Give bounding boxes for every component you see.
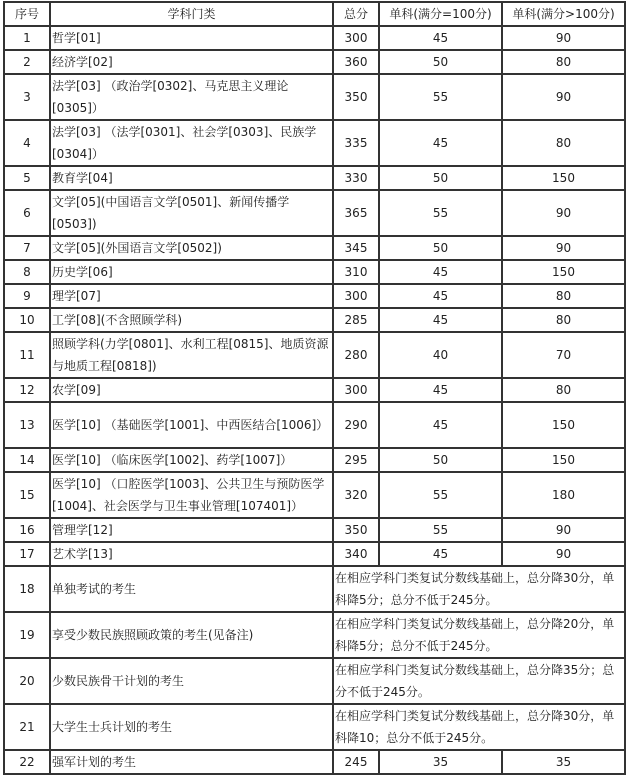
row-subject: 医学[10] （基础医学[1001]、中西医结合[1006]） [50,402,333,448]
row-single-100: 45 [379,378,502,402]
row-index: 16 [4,518,50,542]
table-row [4,472,625,518]
row-single-100: 35 [379,750,502,774]
row-subject: 享受少数民族照顾政策的考生(见备注) [50,612,333,658]
row-single-over-100: 80 [502,284,625,308]
table-row [4,166,625,190]
row-subject: 经济学[02] [50,50,333,74]
row-total: 300 [333,26,379,50]
row-single-100: 55 [379,472,502,518]
row-index: 1 [4,26,50,50]
row-total: 310 [333,260,379,284]
row-single-over-100: 90 [502,518,625,542]
row-single-over-100: 80 [502,50,625,74]
header-subject: 学科门类 [50,2,333,26]
row-rule: 在相应学科门类复试分数线基础上，总分降30分，单科降5分；总分不低于245分。 [333,566,625,612]
row-subject: 照顾学科(力学[0801]、水利工程[0815]、地质资源与地质工程[0818]) [50,332,333,378]
header-index: 序号 [4,2,50,26]
score-table-container [3,1,626,775]
row-single-100: 55 [379,74,502,120]
row-single-over-100: 150 [502,166,625,190]
header-single-100: 单科(满分=100分) [379,2,502,26]
row-total: 340 [333,542,379,566]
row-single-over-100: 90 [502,542,625,566]
row-index: 7 [4,236,50,260]
row-total: 335 [333,120,379,166]
row-total: 290 [333,402,379,448]
row-index: 13 [4,402,50,448]
row-total: 350 [333,74,379,120]
table-row [4,308,625,332]
row-index: 3 [4,74,50,120]
special-row [4,612,625,658]
row-single-100: 45 [379,260,502,284]
row-single-over-100: 35 [502,750,625,774]
table-row [4,542,625,566]
row-subject: 单独考试的考生 [50,566,333,612]
row-total: 320 [333,472,379,518]
row-single-over-100: 80 [502,378,625,402]
row-single-over-100: 90 [502,74,625,120]
row-subject: 法学[03] （政治学[0302]、马克思主义理论[0305]） [50,74,333,120]
row-single-100: 50 [379,448,502,472]
row-index: 17 [4,542,50,566]
special-row [4,566,625,612]
row-index: 4 [4,120,50,166]
row-subject: 强军计划的考生 [50,750,333,774]
row-subject: 文学[05](外国语言文学[0502]) [50,236,333,260]
row-single-100: 55 [379,518,502,542]
row-single-over-100: 80 [502,120,625,166]
row-index: 11 [4,332,50,378]
row-subject: 管理学[12] [50,518,333,542]
row-single-over-100: 150 [502,402,625,448]
row-index: 2 [4,50,50,74]
row-total: 350 [333,518,379,542]
row-single-over-100: 150 [502,260,625,284]
row-total: 345 [333,236,379,260]
row-subject: 农学[09] [50,378,333,402]
row-single-over-100: 180 [502,472,625,518]
row-subject: 历史学[06] [50,260,333,284]
row-single-100: 55 [379,190,502,236]
row-rule: 在相应学科门类复试分数线基础上，总分降20分，单科降5分；总分不低于245分。 [333,612,625,658]
row-subject: 哲学[01] [50,26,333,50]
row-subject: 艺术学[13] [50,542,333,566]
row-index: 20 [4,658,50,704]
row-total: 280 [333,332,379,378]
row-single-100: 50 [379,50,502,74]
row-single-100: 45 [379,402,502,448]
table-row [4,26,625,50]
row-rule: 在相应学科门类复试分数线基础上，总分降30分，单科降10；总分不低于245分。 [333,704,625,750]
table-row [4,260,625,284]
table-row [4,518,625,542]
row-total: 245 [333,750,379,774]
row-total: 300 [333,284,379,308]
row-single-100: 45 [379,308,502,332]
row-subject: 大学生士兵计划的考生 [50,704,333,750]
row-single-over-100: 90 [502,26,625,50]
table-row [4,332,625,378]
header-total: 总分 [333,2,379,26]
table-row [4,74,625,120]
row-index: 6 [4,190,50,236]
table-row [4,120,625,166]
row-index: 14 [4,448,50,472]
table-row [4,236,625,260]
row-subject: 工学[08](不含照顾学科) [50,308,333,332]
special-row [4,658,625,704]
row-index: 21 [4,704,50,750]
row-single-100: 50 [379,236,502,260]
table-row [4,750,625,774]
row-subject: 教育学[04] [50,166,333,190]
retest-score-line-table [3,1,626,775]
row-subject: 医学[10] （临床医学[1002]、药学[1007]） [50,448,333,472]
table-header-row [4,2,625,26]
table-row [4,402,625,448]
row-single-100: 45 [379,120,502,166]
row-index: 18 [4,566,50,612]
row-total: 295 [333,448,379,472]
row-subject: 医学[10] （口腔医学[1003]、公共卫生与预防医学[1004]、社会医学与卫生事业管理[107401]） [50,472,333,518]
row-total: 330 [333,166,379,190]
row-subject: 少数民族骨干计划的考生 [50,658,333,704]
row-index: 10 [4,308,50,332]
row-single-over-100: 70 [502,332,625,378]
row-total: 300 [333,378,379,402]
row-subject: 文学[05](中国语言文学[0501]、新闻传播学[0503]) [50,190,333,236]
row-subject: 法学[03] （法学[0301]、社会学[0303]、民族学[0304]） [50,120,333,166]
row-index: 5 [4,166,50,190]
row-single-100: 45 [379,26,502,50]
row-index: 8 [4,260,50,284]
row-rule: 在相应学科门类复试分数线基础上，总分降35分；总分不低于245分。 [333,658,625,704]
row-single-100: 50 [379,166,502,190]
row-total: 360 [333,50,379,74]
table-row [4,448,625,472]
row-single-over-100: 150 [502,448,625,472]
row-single-100: 45 [379,542,502,566]
row-index: 15 [4,472,50,518]
row-index: 22 [4,750,50,774]
row-index: 19 [4,612,50,658]
row-single-over-100: 80 [502,308,625,332]
table-row [4,190,625,236]
special-row [4,704,625,750]
row-total: 285 [333,308,379,332]
row-index: 12 [4,378,50,402]
table-row [4,50,625,74]
row-index: 9 [4,284,50,308]
row-total: 365 [333,190,379,236]
row-subject: 理学[07] [50,284,333,308]
table-row [4,378,625,402]
header-single-over-100: 单科(满分>100分) [502,2,625,26]
row-single-over-100: 90 [502,190,625,236]
row-single-100: 45 [379,284,502,308]
table-row [4,284,625,308]
row-single-100: 40 [379,332,502,378]
row-single-over-100: 90 [502,236,625,260]
